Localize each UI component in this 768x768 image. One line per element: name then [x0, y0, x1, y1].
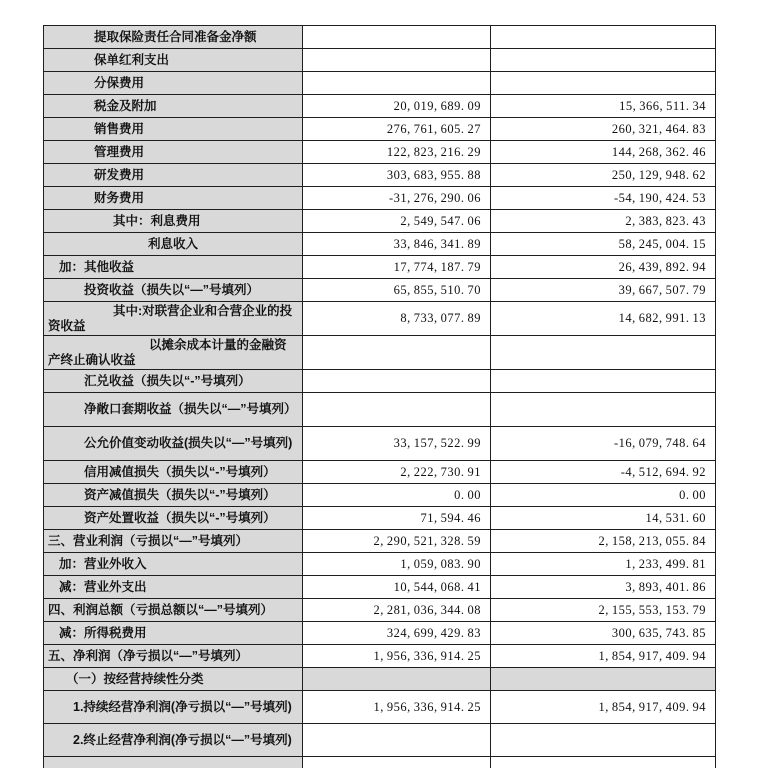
table-row: [44, 210, 716, 233]
table-row: [44, 370, 716, 393]
current-period-value-cell: 10, 544, 068. 41: [303, 576, 491, 599]
table-row: [44, 95, 716, 118]
table-row: [44, 256, 716, 279]
table-row: [44, 668, 716, 691]
row-label-cell: 减：营业外支出: [44, 576, 303, 599]
row-label-cell: 税金及附加: [44, 95, 303, 118]
row-label-cell: 四、利润总额（亏损总额以“—”号填列）: [44, 599, 303, 622]
current-period-value-cell: [303, 724, 491, 757]
prior-period-value-cell: 1, 854, 917, 409. 94: [491, 645, 716, 668]
table-row: [44, 72, 716, 95]
current-period-value-cell: 33, 157, 522. 99: [303, 427, 491, 461]
current-period-value-cell: [303, 370, 491, 393]
prior-period-value-cell: 58, 245, 004. 15: [491, 233, 716, 256]
current-period-value-cell: 2, 290, 521, 328. 59: [303, 530, 491, 553]
current-period-value-cell: 8, 733, 077. 89: [303, 302, 491, 336]
table-row: [44, 622, 716, 645]
row-label-cell: 提取保险责任合同准备金净额: [44, 26, 303, 49]
table-row: [44, 530, 716, 553]
prior-period-value-cell: 1, 854, 917, 409. 94: [491, 691, 716, 724]
row-label-cell: 利息收入: [44, 233, 303, 256]
table-row: [44, 164, 716, 187]
row-label-cell: 其中:对联营企业和合营企业的投资收益: [44, 302, 303, 336]
table-row: [44, 461, 716, 484]
row-label-cell: （一）按经营持续性分类: [44, 668, 303, 691]
current-period-value-cell: 324, 699, 429. 83: [303, 622, 491, 645]
table-row: [44, 507, 716, 530]
prior-period-value-cell: 250, 129, 948. 62: [491, 164, 716, 187]
prior-period-value-cell: 26, 439, 892. 94: [491, 256, 716, 279]
row-label-cell: 2.终止经营净利润(净亏损以“—”号填列): [44, 724, 303, 757]
current-period-value-cell: 2, 549, 547. 06: [303, 210, 491, 233]
prior-period-value-cell: 3, 893, 401. 86: [491, 576, 716, 599]
prior-period-value-cell: 2, 383, 823. 43: [491, 210, 716, 233]
row-label-cell: 以摊余成本计量的金融资产终止确认收益: [44, 336, 303, 370]
table-row: [44, 576, 716, 599]
prior-period-value-cell: [491, 49, 716, 72]
prior-period-value-cell: 14, 531. 60: [491, 507, 716, 530]
table-row: [44, 302, 716, 336]
current-period-value-cell: [303, 393, 491, 427]
prior-period-value-cell: [491, 72, 716, 95]
row-label-cell: 净敞口套期收益（损失以“—”号填列）: [44, 393, 303, 427]
table-row: [44, 141, 716, 164]
current-period-value-cell: 33, 846, 341. 89: [303, 233, 491, 256]
current-period-value-cell: [303, 72, 491, 95]
current-period-value-cell: [303, 336, 491, 370]
prior-period-value-cell: 2, 158, 213, 055. 84: [491, 530, 716, 553]
prior-period-value-cell: 260, 321, 464. 83: [491, 118, 716, 141]
prior-period-value-cell: 1, 233, 499. 81: [491, 553, 716, 576]
current-period-value-cell: [303, 26, 491, 49]
table-row: [44, 645, 716, 668]
current-period-value-cell: 1, 956, 336, 914. 25: [303, 691, 491, 724]
income-statement-table: [43, 25, 716, 768]
row-label-cell: 汇兑收益（损失以“-”号填列）: [44, 370, 303, 393]
current-period-value-cell: -31, 276, 290. 06: [303, 187, 491, 210]
table-row: [44, 279, 716, 302]
current-period-value-cell: [303, 668, 491, 691]
prior-period-value-cell: -16, 079, 748. 64: [491, 427, 716, 461]
current-period-value-cell: 71, 594. 46: [303, 507, 491, 530]
current-period-value-cell: [303, 757, 491, 768]
row-label-cell: 资产处置收益（损失以“-”号填列）: [44, 507, 303, 530]
current-period-value-cell: 2, 222, 730. 91: [303, 461, 491, 484]
current-period-value-cell: 65, 855, 510. 70: [303, 279, 491, 302]
prior-period-value-cell: 300, 635, 743. 85: [491, 622, 716, 645]
table-row: [44, 599, 716, 622]
table-row: [44, 26, 716, 49]
table-row: [44, 757, 716, 768]
prior-period-value-cell: 39, 667, 507. 79: [491, 279, 716, 302]
row-label-cell: 资产减值损失（损失以“-”号填列）: [44, 484, 303, 507]
prior-period-value-cell: 0. 00: [491, 484, 716, 507]
prior-period-value-cell: [491, 724, 716, 757]
prior-period-value-cell: 2, 155, 553, 153. 79: [491, 599, 716, 622]
prior-period-value-cell: 14, 682, 991. 13: [491, 302, 716, 336]
row-label-cell: 信用减值损失（损失以“-”号填列）: [44, 461, 303, 484]
row-label-cell: 销售费用: [44, 118, 303, 141]
prior-period-value-cell: [491, 370, 716, 393]
row-label-cell: 研发费用: [44, 164, 303, 187]
row-label-cell: 投资收益（损失以“—”号填列）: [44, 279, 303, 302]
prior-period-value-cell: -54, 190, 424. 53: [491, 187, 716, 210]
prior-period-value-cell: [491, 393, 716, 427]
row-label-cell: 分保费用: [44, 72, 303, 95]
table-row: [44, 691, 716, 724]
row-label-cell: 公允价值变动收益(损失以“—”号填列): [44, 427, 303, 461]
current-period-value-cell: 1, 059, 083. 90: [303, 553, 491, 576]
row-label-cell: [44, 757, 303, 768]
prior-period-value-cell: -4, 512, 694. 92: [491, 461, 716, 484]
table-row: [44, 336, 716, 370]
prior-period-value-cell: [491, 26, 716, 49]
prior-period-value-cell: [491, 757, 716, 768]
table-row: [44, 118, 716, 141]
prior-period-value-cell: [491, 668, 716, 691]
prior-period-value-cell: 15, 366, 511. 34: [491, 95, 716, 118]
prior-period-value-cell: 144, 268, 362. 46: [491, 141, 716, 164]
current-period-value-cell: 276, 761, 605. 27: [303, 118, 491, 141]
current-period-value-cell: 303, 683, 955. 88: [303, 164, 491, 187]
current-period-value-cell: 122, 823, 216. 29: [303, 141, 491, 164]
current-period-value-cell: 1, 956, 336, 914. 25: [303, 645, 491, 668]
table-row: [44, 427, 716, 461]
row-label-cell: 保单红利支出: [44, 49, 303, 72]
table-row: [44, 484, 716, 507]
row-label-cell: 财务费用: [44, 187, 303, 210]
row-label-cell: 加：营业外收入: [44, 553, 303, 576]
current-period-value-cell: [303, 49, 491, 72]
row-label-cell: 减：所得税费用: [44, 622, 303, 645]
current-period-value-cell: 17, 774, 187. 79: [303, 256, 491, 279]
table-row: [44, 233, 716, 256]
prior-period-value-cell: [491, 336, 716, 370]
income-statement-body: [44, 26, 716, 768]
current-period-value-cell: 20, 019, 689. 09: [303, 95, 491, 118]
row-label-cell: 其中：利息费用: [44, 210, 303, 233]
row-label-cell: 三、营业利润（亏损以“—”号填列）: [44, 530, 303, 553]
current-period-value-cell: 2, 281, 036, 344. 08: [303, 599, 491, 622]
current-period-value-cell: 0. 00: [303, 484, 491, 507]
row-label-cell: 管理费用: [44, 141, 303, 164]
table-row: [44, 393, 716, 427]
table-row: [44, 553, 716, 576]
table-row: [44, 49, 716, 72]
row-label-cell: 1.持续经营净利润(净亏损以“—”号填列): [44, 691, 303, 724]
row-label-cell: 加：其他收益: [44, 256, 303, 279]
row-label-cell: 五、净利润（净亏损以“—”号填列）: [44, 645, 303, 668]
table-row: [44, 724, 716, 757]
table-row: [44, 187, 716, 210]
